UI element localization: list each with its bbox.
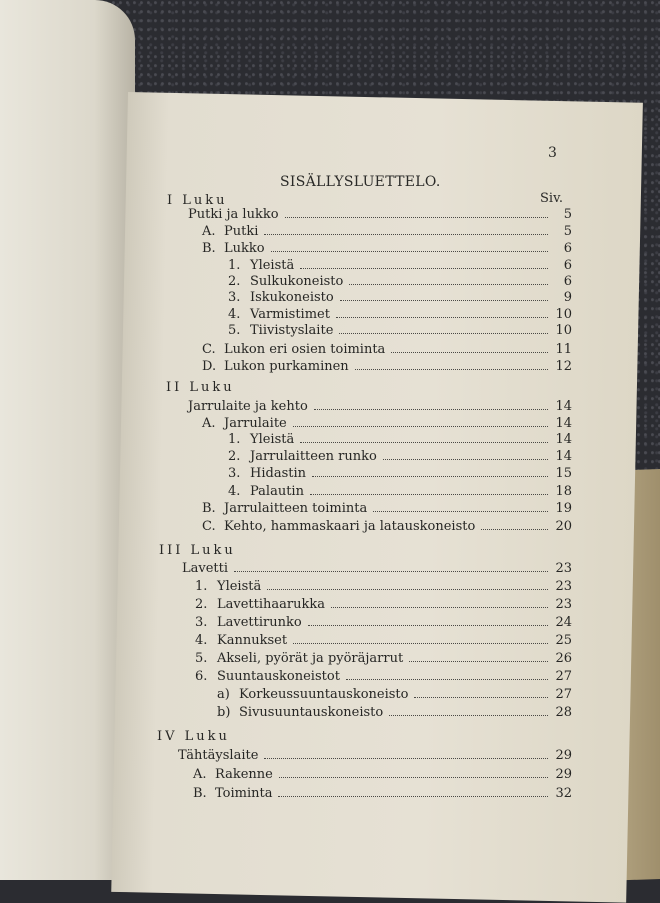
chapter-heading: I Luku	[167, 193, 228, 208]
toc-entry: B. Lukko 6	[202, 241, 572, 256]
toc-entry: b) Sivusuuntauskoneisto 28	[217, 705, 572, 720]
chapter-heading: II Luku	[166, 380, 235, 395]
toc-entry: 5. Akseli, pyörät ja pyöräjarrut 26	[195, 651, 572, 666]
toc-entry: A. Rakenne 29	[193, 767, 572, 782]
toc-entry: Tähtäyslaite 29	[178, 748, 572, 763]
toc-entry: 3. Lavettirunko 24	[195, 615, 572, 630]
page-number: 3	[548, 145, 557, 161]
toc-entry: B. Toiminta 32	[193, 786, 572, 801]
page-column-label: Siv.	[540, 191, 563, 206]
toc-entry: 3. Hidastin 15	[228, 466, 572, 481]
toc-entry: 1. Yleistä 23	[195, 579, 572, 594]
toc-entry: 2. Lavettihaarukka 23	[195, 597, 572, 612]
toc-entry: 1. Yleistä 6	[228, 258, 572, 273]
toc-entry: 2. Jarrulaitteen runko 14	[228, 449, 572, 464]
toc-entry: a) Korkeussuuntauskoneisto 27	[217, 687, 572, 702]
toc-entry: 4. Varmistimet 10	[228, 307, 572, 322]
toc-entry: 3. Iskukoneisto 9	[228, 290, 572, 305]
chapter-heading: III Luku	[159, 543, 236, 558]
toc-entry: A. Putki 5	[202, 224, 572, 239]
toc-entry: Jarrulaite ja kehto 14	[188, 399, 572, 414]
toc-entry: Lavetti 23	[182, 561, 572, 576]
toc-entry: C. Lukon eri osien toiminta 11	[202, 342, 572, 357]
toc-entry: 4. Palautin 18	[228, 484, 572, 499]
toc-entry: 1. Yleistä 14	[228, 432, 572, 447]
toc-title: SISÄLLYSLUETTELO.	[280, 174, 441, 190]
toc-entry: 5. Tiivistyslaite 10	[228, 323, 572, 338]
toc-entry: 2. Sulkukoneisto 6	[228, 274, 572, 289]
toc-entry: B. Jarrulaitteen toiminta 19	[202, 501, 572, 516]
toc-entry: Putki ja lukko 5	[188, 207, 572, 222]
toc-entry: 6. Suuntauskoneistot 27	[195, 669, 572, 684]
toc-entry: D. Lukon purkaminen 12	[202, 359, 572, 374]
chapter-heading: IV Luku	[157, 729, 230, 744]
toc-entry: C. Kehto, hammaskaari ja latauskoneisto 20	[202, 519, 572, 534]
toc-entry: 4. Kannukset 25	[195, 633, 572, 648]
toc-entry: A. Jarrulaite 14	[202, 416, 572, 431]
